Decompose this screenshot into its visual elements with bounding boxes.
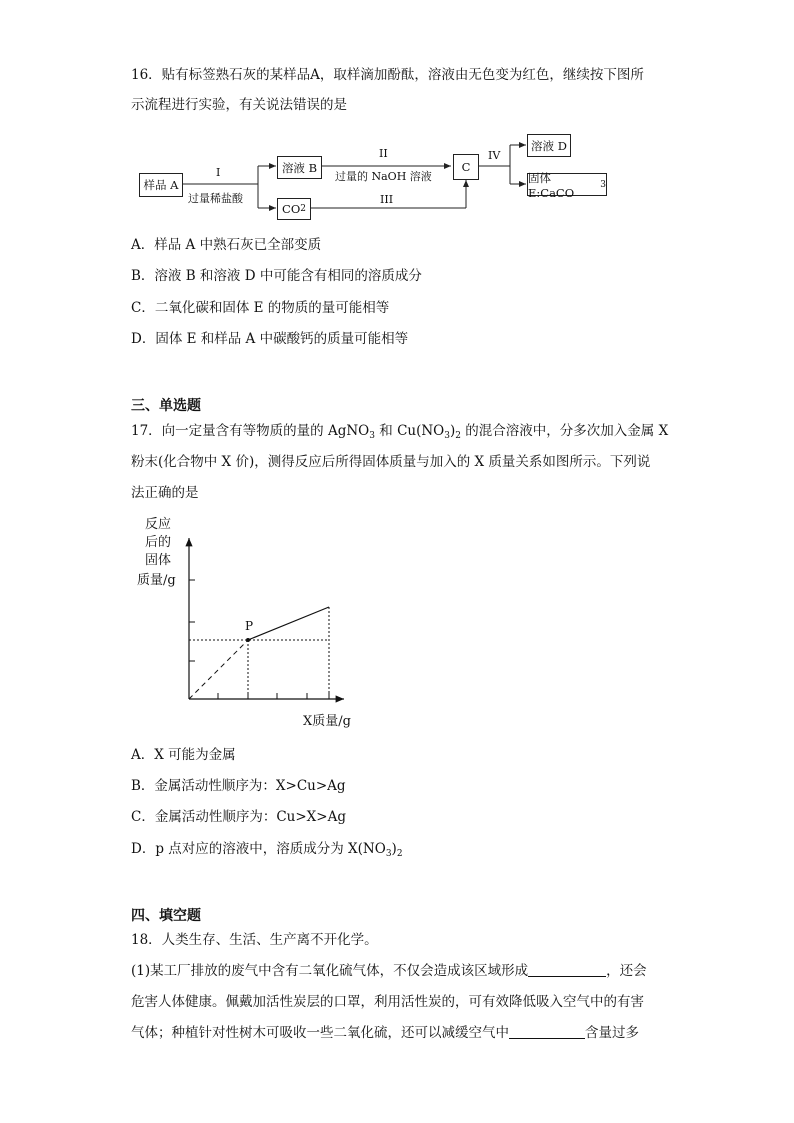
- q17-option-d-sub2: 2: [396, 849, 403, 859]
- q16-option-b: B．溶液 B 和溶液 D 中可能含有相同的溶质成分: [131, 268, 422, 284]
- q17-line3: 法正确的是: [131, 485, 199, 501]
- q18-line2-part-a: (1)某工厂排放的废气中含有二氧化硫气体，不仅会造成该区域形成: [131, 963, 529, 979]
- q18-line4-part-b: 含量过多: [585, 1025, 639, 1041]
- sample-a-box: 样品 A: [139, 173, 183, 197]
- q16-option-a: A．样品 A 中熟石灰已全部变质: [131, 237, 322, 253]
- q17-line2: 粉末(化合物中 X 价)，测得反应后所得固体质量与加入的 X 质量关系如图所示。下列说: [131, 454, 651, 470]
- q18-line1: 18．人类生存、生活、生产离不开化学。: [131, 932, 378, 948]
- q17-line1: [131, 421, 668, 446]
- q18-line2-part-b: ，还会: [606, 963, 647, 979]
- q17-line1-part-d: 的混合溶液中，分多次加入金属 X: [461, 423, 669, 439]
- graph-point-label: P: [245, 619, 254, 633]
- co2-text: CO: [282, 202, 301, 216]
- flow-arrows: [0, 0, 794, 240]
- q17-sub-3: 2: [455, 431, 461, 441]
- q16-option-d: D．固体 E 和样品 A 中碳酸钙的质量可能相等: [131, 331, 409, 347]
- graph-ylabel-4: 质量/g: [137, 573, 176, 588]
- reagent-2-label: 过量的 NaOH 溶液: [335, 170, 432, 183]
- solid-e-subscript: 3: [600, 179, 606, 190]
- q18-line4: [131, 1023, 639, 1043]
- step-3-label: III: [380, 193, 394, 206]
- step-1-label: I: [216, 166, 221, 179]
- q18-blank-1[interactable]: [528, 962, 606, 977]
- graph-point-p: [246, 638, 250, 642]
- solid-e-text: 固体 E:CaCO: [528, 170, 575, 200]
- graph-plot: [170, 528, 360, 713]
- co2-box: [277, 198, 311, 220]
- c-box: C: [453, 154, 479, 180]
- graph-ylabel-2: 后的: [145, 535, 172, 550]
- q17-option-d: [131, 837, 403, 859]
- q17-sub-2: 3: [444, 431, 450, 441]
- graph-xlabel: X质量/g: [303, 714, 351, 729]
- q17-line1-part-a: 17．向一定量含有等物质的量的 AgNO: [131, 423, 370, 439]
- graph-dashed-segment: [189, 640, 248, 699]
- q16-line2: 示流程进行实验，有关说法错误的是: [131, 97, 347, 113]
- q18-blank-2[interactable]: [509, 1024, 585, 1039]
- q16-option-c: C．二氧化碳和固体 E 的物质的量可能相等: [131, 300, 390, 316]
- co2-subscript: 2: [300, 204, 306, 214]
- step-4-label: IV: [488, 149, 501, 162]
- q16-line1: 16．贴有标签熟石灰的某样品A，取样滴加酚酞，溶液由无色变为红色，继续按下图所: [131, 67, 644, 83]
- q17-option-d-sub: 3: [385, 849, 392, 859]
- q17-option-b: B．金属活动性顺序为：X>Cu>Ag: [131, 778, 346, 794]
- graph-solid-segment: [248, 607, 329, 640]
- q18-line2: [131, 961, 647, 981]
- q18-line3: 危害人体健康。佩戴加活性炭层的口罩，利用活性炭的，可有效降低吸入空气中的有害: [131, 994, 644, 1010]
- reagent-1-label: 过量稀盐酸: [188, 192, 243, 205]
- solution-b-box: 溶液 B: [277, 156, 322, 179]
- solid-e-box: [527, 170, 607, 200]
- section-3-heading: 三、单选题: [131, 398, 201, 414]
- q17-line1-part-b: 和 Cu(NO: [374, 423, 445, 439]
- q17-option-a: A．X 可能为金属: [131, 747, 236, 763]
- graph-ylabel-1: 反应: [145, 517, 172, 532]
- q17-line1-part-c: ): [449, 423, 456, 439]
- graph-ylabel-3: 固体: [145, 553, 172, 568]
- section-4-heading: 四、填空题: [131, 908, 201, 924]
- q17-option-d-text-a: D．p 点对应的溶液中，溶质成分为 X(NO: [131, 841, 386, 857]
- q17-option-c: C．金属活动性顺序为：Cu>X>Ag: [131, 809, 346, 825]
- solution-d-box: 溶液 D: [527, 134, 571, 157]
- q17-option-d-text-b: ): [391, 841, 397, 857]
- q17-sub-1: 3: [369, 431, 375, 441]
- q18-line4-part-a: 气体；种植针对性树木可吸收一些二氧化硫，还可以减缓空气中: [131, 1025, 509, 1041]
- step-2-label: II: [379, 147, 388, 160]
